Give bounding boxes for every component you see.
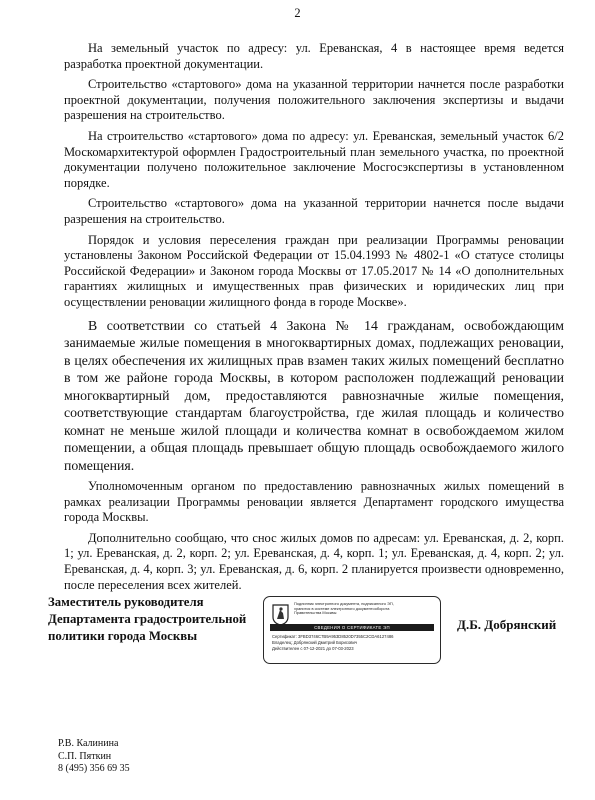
stamp-certificate: Сертификат: 3FBD3746C7B9A953D8520D7355C2CDA6127486 — [272, 634, 394, 639]
moscow-emblem-icon — [272, 604, 289, 626]
stamp-header: СВЕДЕНИЯ О СЕРТИФИКАТЕ ЭП — [270, 624, 434, 631]
paragraph-1: На земельный участок по адресу: ул. Ереванская, 4 в настоящее время ведется разработка проектной документации. — [64, 41, 564, 71]
stamp-details — [272, 634, 436, 651]
signer-title-line: политики города Москвы — [48, 629, 198, 643]
paragraph-3: На строительство «стартового» дома по адресу: ул. Ереванская, земельный участок 6/2 Москомархитектурой оформлен Градостроительный план земельного участка, по проектной документации получено положительное заключение Мосгосэкспертизы в установленном порядке. — [64, 128, 564, 190]
stamp-owner: Владелец: Добрянский Дмитрий Борисович — [272, 639, 358, 645]
signer-title-line: Департамента градостроительной — [48, 612, 247, 626]
paragraph-8: Дополнительно сообщаю, что снос жилых домов по адресам: ул. Ереванская, д. 2, корп. 1; ул. Ереванская, д. 2, корп. 2; ул. Ереванская, д. 4, корп. 1; ул. Ереванская, д. 4, корп. 2; ул. Ереванская, д. 4, корп. 3; ул. Ереванская, д. 6, корп. 2 планируется произвести одновременно, после переселения всех жителей. — [64, 530, 564, 592]
stamp-notice-line: хранится в системе электронного документооборота — [294, 606, 390, 611]
executor-block — [58, 738, 130, 776]
stamp-validity: Действителен с 07-12-2021 до 07-03-2023 — [272, 645, 354, 651]
executor-name-2: С.П. Пяткин — [58, 750, 112, 762]
signer-name: Д.Б. Добрянский — [457, 617, 557, 632]
signer-title-line: Заместитель руководителя — [48, 595, 204, 609]
stamp-notice-line: Подлинник электронного документа, подписанного ЭП, — [294, 602, 394, 606]
paragraph-4: Строительство «стартового» дома на указанной территории начнется после выдачи разрешения на строительство. — [64, 196, 564, 226]
paragraph-7: Уполномоченным органом по предоставлению равнозначных жилых помещений в рамках реализации Программы реновации является Департамент городского имущества города Москвы. — [64, 479, 564, 525]
page-number: 2 — [294, 6, 301, 20]
stamp-notice — [294, 602, 436, 616]
paragraph-2: Строительство «стартового» дома на указанной территории начнется после разработки проектной документации, получения положительного заключения экспертизы и выдачи разрешения на строительство. — [64, 77, 564, 123]
executor-name: Р.В. Калинина — [58, 738, 119, 749]
executor-phone: 8 (495) 356 69 35 — [58, 763, 130, 774]
paragraph-5: Порядок и условия переселения граждан при реализации Программы реновации установлены Законом Российской Федерации от 15.04.1993 № 4802-1 «О статусе столицы Российской Федерации» и Законом города Москвы от 17.05.2017 № 14 «О дополнительных гарантиях жилищных и имущественных прав физических и юридических лиц при осуществлении реновации жилищного фонда в городе Москве». — [64, 232, 564, 309]
letter-body — [64, 41, 564, 598]
signer-title — [48, 594, 246, 645]
paragraph-6: В соответствии со статьей 4 Закона № 14 гражданам, освобождающим занимаемые жилые помещения в многоквартирных домах, подлежащих реновации, в целях обеспечения их жилищных прав взамен таких жилых помещений бесплатно в том же районе города Москвы, в котором расположен подлежащий реновации многоквартирный дом, предоставляются равнозначные жилые помещения, соответствующие стандартам благоустройства, где жилая площадь и количество комнат не меньше жилой площади и количества комнат в освобождаемом жилом помещении, а общая площадь превышает общую площадь освобождаемого жилого помещения. — [64, 317, 564, 473]
stamp-notice-line: Правительства Москвы — [294, 611, 337, 616]
electronic-signature-stamp — [263, 596, 441, 664]
